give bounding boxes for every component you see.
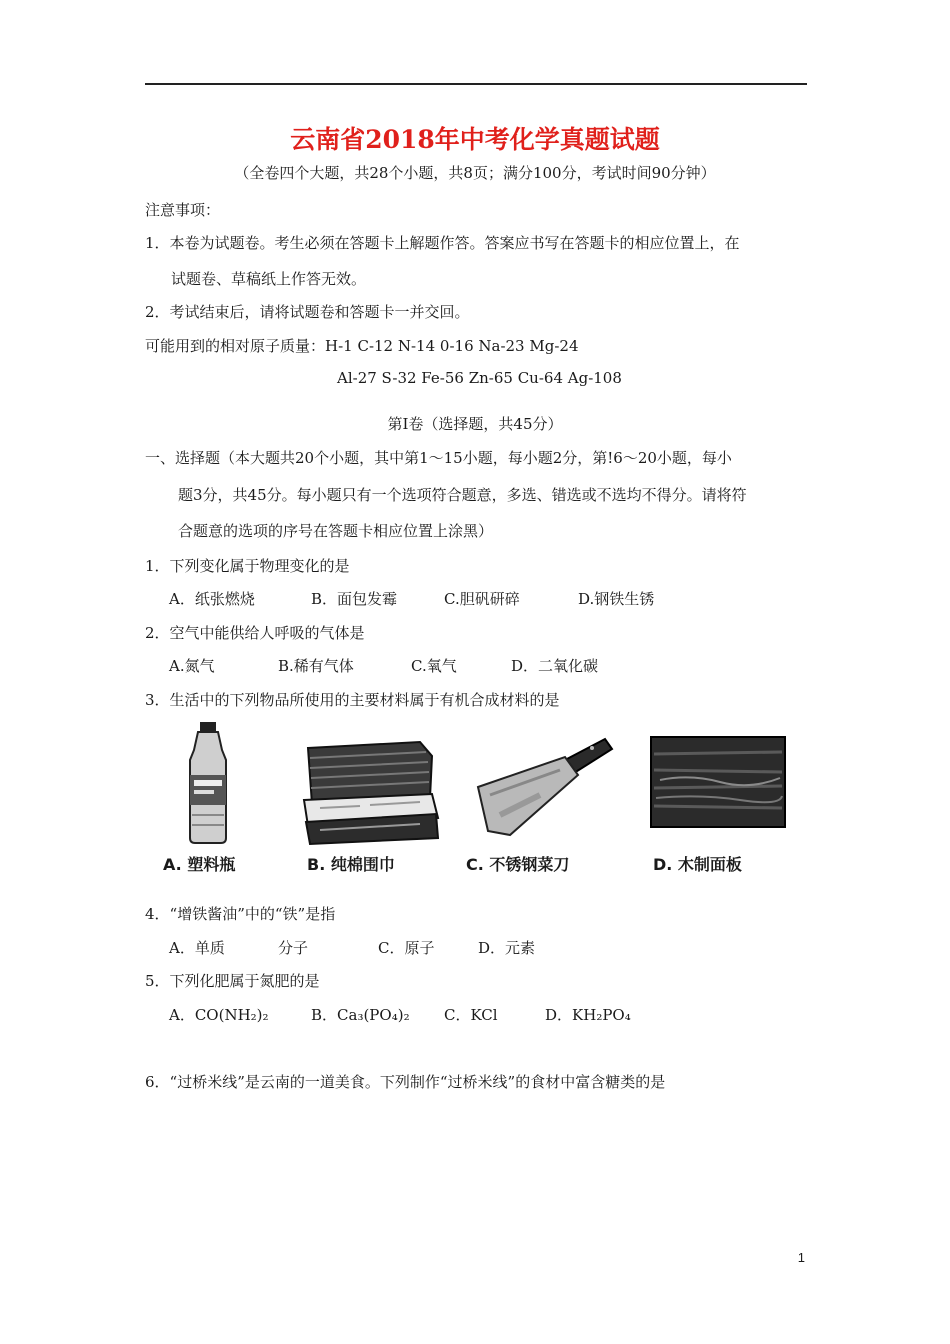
- plastic-bottle-image: [178, 720, 238, 845]
- question-5-option-d: D．KH₂PO₄: [545, 1006, 631, 1024]
- question-3-stem: 3．生活中的下列物品所使用的主要材料属于有机合成材料的是: [145, 691, 560, 709]
- page-number: 1: [797, 1250, 805, 1265]
- question-5-option-c: C．KCl: [444, 1006, 498, 1024]
- note-1-line-1: 1．本卷为试题卷。考生必须在答题卡上解题作答。答案应书写在答题卡的相应位置上，在: [145, 234, 740, 252]
- cotton-scarf-image: [300, 738, 440, 846]
- question-2-option-d: D．二氧化碳: [511, 657, 599, 675]
- question-5-option-a: A．CO(NH₂)₂: [169, 1006, 269, 1024]
- question-3-option-b: B. 纯棉围巾: [307, 855, 395, 874]
- exam-subtitle: （全卷四个大题，共28个小题，共8页；满分100分，考试时间90分钟）: [234, 164, 716, 182]
- question-2-option-c: C.氧气: [411, 657, 457, 675]
- section-1-line-3: 合题意的选项的序号在答题卡相应位置上涂黑）: [178, 522, 494, 540]
- question-4-option-c: C．原子: [378, 939, 435, 957]
- question-4-option-d: D．元素: [478, 939, 536, 957]
- question-6-stem: 6．“过桥米线”是云南的一道美食。下列制作“过桥米线”的食材中富含糖类的是: [145, 1073, 666, 1091]
- question-4-option-a: A．单质: [169, 939, 225, 957]
- part-1-heading: 第Ⅰ卷（选择题，共45分）: [387, 415, 563, 433]
- question-1-option-a: A．纸张燃烧: [169, 590, 255, 608]
- header-rule: [145, 83, 807, 85]
- exam-title: 云南省2018年中考化学真题试题: [290, 125, 660, 154]
- question-1-option-b: B．面包发霉: [311, 590, 398, 608]
- question-3-option-c: C. 不锈钢菜刀: [466, 855, 570, 874]
- question-1-option-d: D.钢铁生锈: [578, 590, 655, 608]
- notes-heading: 注意事项：: [145, 201, 221, 219]
- atomic-mass-line-1: 可能用到的相对原子质量：H-1 C-12 N-14 0-16 Na-23 Mg-24: [145, 337, 579, 355]
- question-3-option-a: A. 塑料瓶: [163, 855, 236, 874]
- note-1-line-2: 试题卷、草稿纸上作答无效。: [171, 270, 367, 288]
- question-5-option-b: B．Ca₃(PO₄)₂: [311, 1006, 410, 1024]
- question-1-stem: 1．下列变化属于物理变化的是: [145, 557, 350, 575]
- question-4-option-b: 分子: [278, 939, 309, 957]
- question-2-option-a: A.氮气: [169, 657, 215, 675]
- question-4-stem: 4．“增铁酱油”中的“铁”是指: [145, 905, 336, 923]
- note-2: 2．考试结束后，请将试题卷和答题卡一并交回。: [145, 303, 470, 321]
- wooden-board-image: [650, 736, 786, 828]
- question-5-stem: 5．下列化肥属于氮肥的是: [145, 972, 320, 990]
- section-1-line-1: 一、选择题（本大题共20个小题，其中第1～15小题，每小题2分，第!6～20小题，每小: [145, 449, 732, 467]
- question-2-option-b: B.稀有气体: [278, 657, 354, 675]
- question-1-option-c: C.胆矾研碎: [444, 590, 520, 608]
- question-2-stem: 2．空气中能供给人呼吸的气体是: [145, 624, 365, 642]
- atomic-mass-line-2: Al-27 S-32 Fe-56 Zn-65 Cu-64 Ag-108: [337, 369, 622, 387]
- steel-cleaver-image: [470, 735, 615, 840]
- section-1-line-2: 题3分，共45分。每小题只有一个选项符合题意，多选、错选或不选均不得分。请将符: [178, 486, 747, 504]
- question-3-option-d: D. 木制面板: [653, 855, 742, 874]
